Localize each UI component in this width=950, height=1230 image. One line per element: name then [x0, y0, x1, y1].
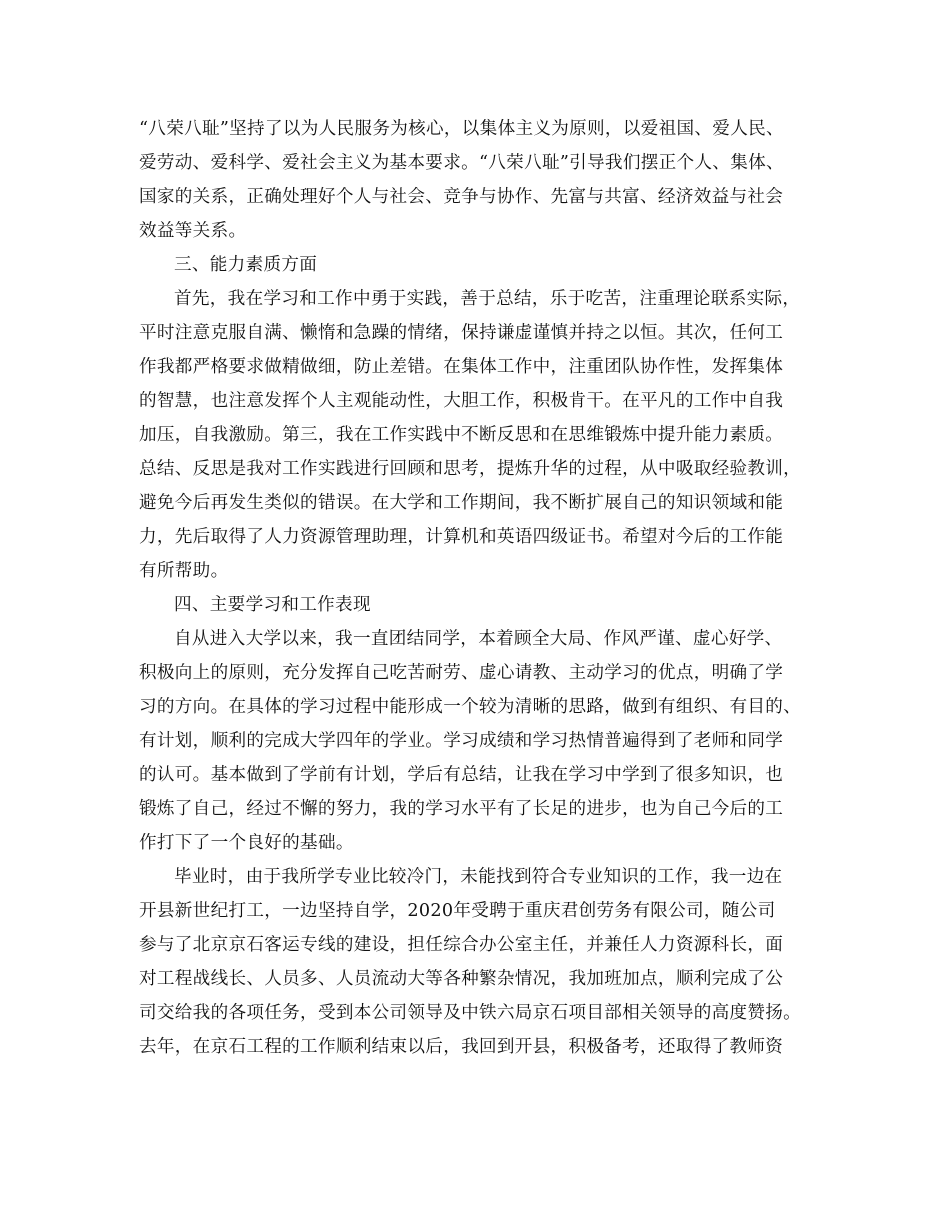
text-line: 作我都严格要求做精做细，防止差错。在集体工作中，注重团队协作性，发挥集体 [139, 357, 784, 377]
text-line: 积极向上的原则，充分发挥自己吃苦耐劳、虚心请教、主动学习的优点，明确了学 [139, 663, 784, 683]
text-line: 首先，我在学习和工作中勇于实践，善于总结，乐于吃苦，注重理论联系实际， [174, 289, 801, 309]
text-line: 加压，自我激励。第三，我在工作实践中不断反思和在思维锻炼中提升能力素质。 [139, 425, 784, 445]
section-heading: 四、主要学习和工作表现 [174, 595, 371, 615]
text-line: 有所帮助。 [139, 561, 229, 581]
text-line: 国家的关系，正确处理好个人与社会、竞争与协作、先富与共富、经济效益与社会 [139, 187, 784, 207]
text-line: 习的方向。在具体的学习过程中能形成一个较为清晰的思路，做到有组织、有目的、 [139, 697, 802, 717]
text-line: 平时注意克服自满、懒惰和急躁的情绪，保持谦虚谨慎并持之以恒。其次，任何工 [139, 323, 784, 343]
text-line: 总结、反思是我对工作实践进行回顾和思考，提炼升华的过程，从中吸取经验教训， [139, 459, 802, 479]
section-heading: 三、能力素质方面 [174, 255, 318, 275]
text-line: 的智慧，也注意发挥个人主观能动性，大胆工作，积极肯干。在平凡的工作中自我 [139, 391, 784, 411]
text-line: 去年，在京石工程的工作顺利结束以后，我回到开县，积极备考，还取得了教师资 [139, 1037, 784, 1057]
text-line: 司交给我的各项任务，受到本公司领导及中铁六局京石项目部相关领导的高度赞扬。 [139, 1003, 802, 1023]
text-line: “八荣八耻”坚持了以为人民服务为核心，以集体主义为原则，以爱祖国、爱人民、 [139, 119, 784, 139]
text-line: 开县新世纪打工，一边坚持自学，2020年受聘于重庆君创劳务有限公司，随公司 [139, 901, 776, 921]
text-line: 爱劳动、爱科学、爱社会主义为基本要求。“八荣八耻”引导我们摆正个人、集体、 [139, 153, 784, 173]
text-line: 作打下了一个良好的基础。 [139, 833, 354, 853]
text-line: 力，先后取得了人力资源管理助理，计算机和英语四级证书。希望对今后的工作能 [139, 527, 784, 547]
document-body [139, 112, 819, 1064]
text-line: 对工程战线长、人员多、人员流动大等各种繁杂情况，我加班加点，顺利完成了公 [139, 969, 784, 989]
text-line: 锻炼了自己，经过不懈的努力，我的学习水平有了长足的进步，也为自己今后的工 [139, 799, 784, 819]
text-line: 避免今后再发生类似的错误。在大学和工作期间，我不断扩展自己的知识领域和能 [139, 493, 784, 513]
text-line: 参与了北京京石客运专线的建设，担任综合办公室主任，并兼任人力资源科长，面 [139, 935, 784, 955]
text-line: 有计划，顺利的完成大学四年的学业。学习成绩和学习热情普遍得到了老师和同学 [139, 731, 784, 751]
text-line: 毕业时，由于我所学专业比较冷门，未能找到符合专业知识的工作，我一边在 [174, 867, 783, 887]
text-line: 的认可。基本做到了学前有计划，学后有总结，让我在学习中学到了很多知识，也 [139, 765, 784, 785]
text-line: 效益等关系。 [139, 221, 247, 241]
text-line: 自从进入大学以来，我一直团结同学，本着顾全大局、作风严谨、虚心好学、 [174, 629, 783, 649]
